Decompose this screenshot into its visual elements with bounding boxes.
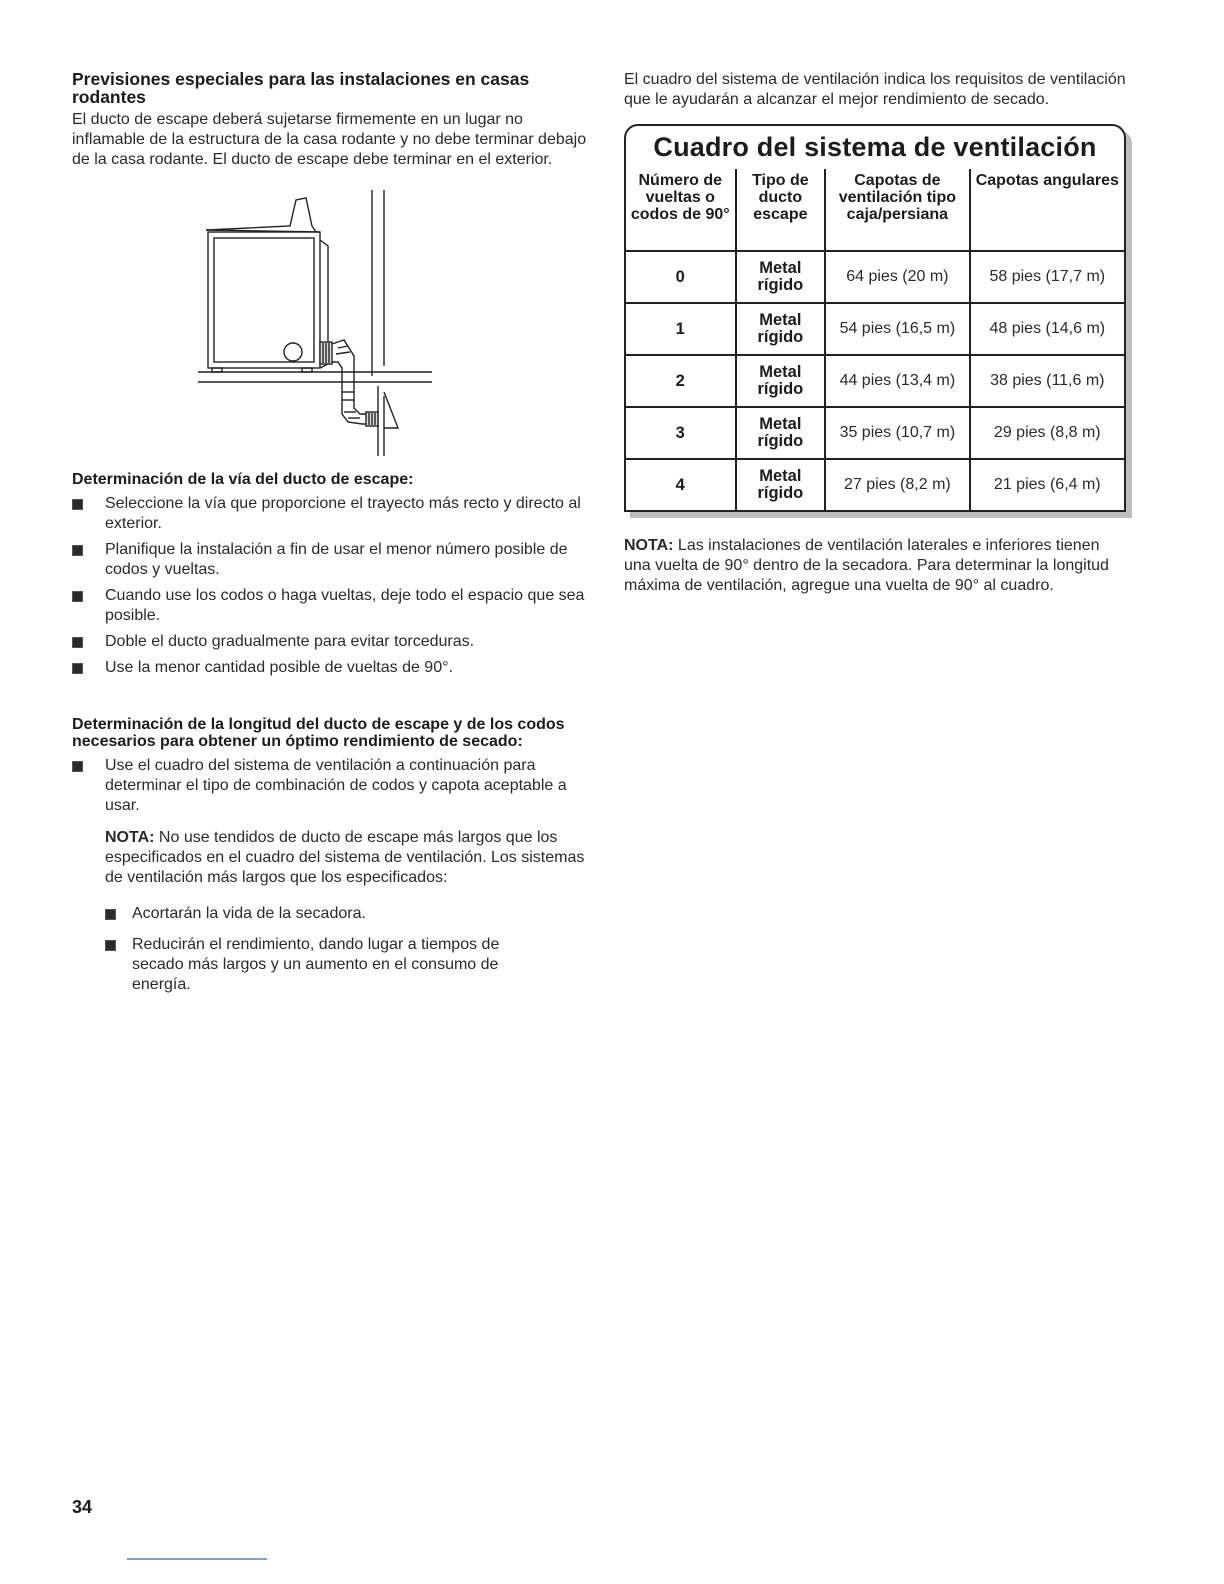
bullet-square-icon xyxy=(72,761,83,772)
table-row xyxy=(626,251,1124,303)
bullet-square-icon xyxy=(105,909,116,920)
box-hood-cell: 35 pies (10,7 m) xyxy=(825,407,969,459)
list-item: Cuando use los codos o haga vueltas, deje todo el espacio que sea posible. xyxy=(72,586,594,626)
table-row xyxy=(626,459,1124,510)
page-number: 34 xyxy=(72,1497,93,1517)
left-column xyxy=(72,70,594,1006)
consequences-list xyxy=(105,904,594,995)
angled-hood-cell: 58 pies (17,7 m) xyxy=(970,251,1124,303)
exhaust-length-list xyxy=(72,756,594,995)
turns-cell: 4 xyxy=(626,459,736,510)
turns-cell: 1 xyxy=(626,303,736,355)
bullet-square-icon xyxy=(72,545,83,556)
column-header-turns: Número de vueltas o codos de 90° xyxy=(626,169,736,251)
box-hood-cell: 64 pies (20 m) xyxy=(825,251,969,303)
turns-cell: 2 xyxy=(626,355,736,407)
turns-cell: 3 xyxy=(626,407,736,459)
table-header-row xyxy=(626,169,1124,251)
angled-hood-cell: 21 pies (6,4 m) xyxy=(970,459,1124,510)
table-row xyxy=(626,355,1124,407)
bullet-square-icon xyxy=(72,591,83,602)
exhaust-path-list xyxy=(72,494,594,678)
duct-type-cell: Metal rígido xyxy=(736,459,826,510)
vent-system-chart xyxy=(624,124,1126,512)
footer-divider xyxy=(127,1558,267,1560)
column-header-box-hood: Capotas de ventilación tipo caja/persiana xyxy=(825,169,969,251)
list-item: Acortarán la vida de la secadora. xyxy=(105,904,594,924)
exhaust-path-heading: Determinación de la vía del ducto de escape: xyxy=(72,471,414,488)
list-item: Use la menor cantidad posible de vueltas de 90°. xyxy=(72,658,594,678)
list-item: Seleccione la vía que proporcione el trayecto más recto y directo al exterior. xyxy=(72,494,594,534)
list-item: Reducirán el rendimiento, dando lugar a tiempos de secado más largos y un aumento en el consumo de energía. xyxy=(105,935,532,995)
angled-hood-cell: 48 pies (14,6 m) xyxy=(970,303,1124,355)
side-bottom-vent-note: NOTA: Las instalaciones de ventilación laterales e inferiores tienen una vuelta de 90° dentro de la secadora. Para determinar la longitud máxima de ventilación, agregue una vuelta de 90° al cuadro. xyxy=(624,537,1109,594)
exhaust-length-heading: Determinación de la longitud del ducto de escape y de los codos necesarios para obtener un óptimo rendimiento de secado: xyxy=(72,716,565,750)
mobile-home-intro: El ducto de escape deberá sujetarse firmemente en un lugar no inflamable de la estructura de la casa rodante y no debe terminar debajo de la casa rodante. El ducto de escape debe terminar en el exterior. xyxy=(72,111,587,168)
turns-cell: 0 xyxy=(626,251,736,303)
angled-hood-cell: 29 pies (8,8 m) xyxy=(970,407,1124,459)
duct-type-cell: Metal rígido xyxy=(736,355,826,407)
mobile-home-heading: Previsiones especiales para las instalaciones en casas rodantes xyxy=(72,69,530,107)
box-hood-cell: 54 pies (16,5 m) xyxy=(825,303,969,355)
right-column xyxy=(624,70,1132,596)
duct-type-cell: Metal rígido xyxy=(736,407,826,459)
length-note: NOTA: No use tendidos de ducto de escape más largos que los especificados en el cuadro del sistema de ventilación. Los sistemas de ventilación más largos que los especificados: xyxy=(105,829,585,886)
bullet-square-icon xyxy=(105,940,116,951)
table-row xyxy=(626,303,1124,355)
list-item: Doble el ducto gradualmente para evitar torceduras. xyxy=(72,632,594,652)
bullet-square-icon xyxy=(72,637,83,648)
vent-chart-intro: El cuadro del sistema de ventilación indica los requisitos de ventilación que le ayudarán a alcanzar el mejor rendimiento de secado. xyxy=(624,71,1126,108)
bullet-square-icon xyxy=(72,663,83,674)
duct-type-cell: Metal rígido xyxy=(736,303,826,355)
box-hood-cell: 44 pies (13,4 m) xyxy=(825,355,969,407)
list-item: Use el cuadro del sistema de ventilación a continuación para determinar el tipo de combinación de codos y capota aceptable a usar. NOTA: No use tendidos de ducto de escape más largos que los especificados en el cuadro del sistema de ventilación. Los sistemas de ventilación más largos que los especificados: Acortarán la vida de la secadora. Reducirán el rendimiento, dando lugar a tiempos de secado más largos y un aumento en el consumo de energía. xyxy=(72,756,594,995)
box-hood-cell: 27 pies (8,2 m) xyxy=(825,459,969,510)
vent-chart-table xyxy=(626,169,1124,510)
vent-chart-title: Cuadro del sistema de ventilación xyxy=(653,132,1097,162)
column-header-angled-hood: Capotas angulares xyxy=(970,169,1124,251)
mobile-home-dryer-illustration xyxy=(198,186,438,461)
angled-hood-cell: 38 pies (11,6 m) xyxy=(970,355,1124,407)
list-item: Planifique la instalación a fin de usar el menor número posible de codos y vueltas. xyxy=(72,540,594,580)
duct-type-cell: Metal rígido xyxy=(736,251,826,303)
column-header-duct-type: Tipo de ducto escape xyxy=(736,169,826,251)
table-row xyxy=(626,407,1124,459)
bullet-square-icon xyxy=(72,499,83,510)
